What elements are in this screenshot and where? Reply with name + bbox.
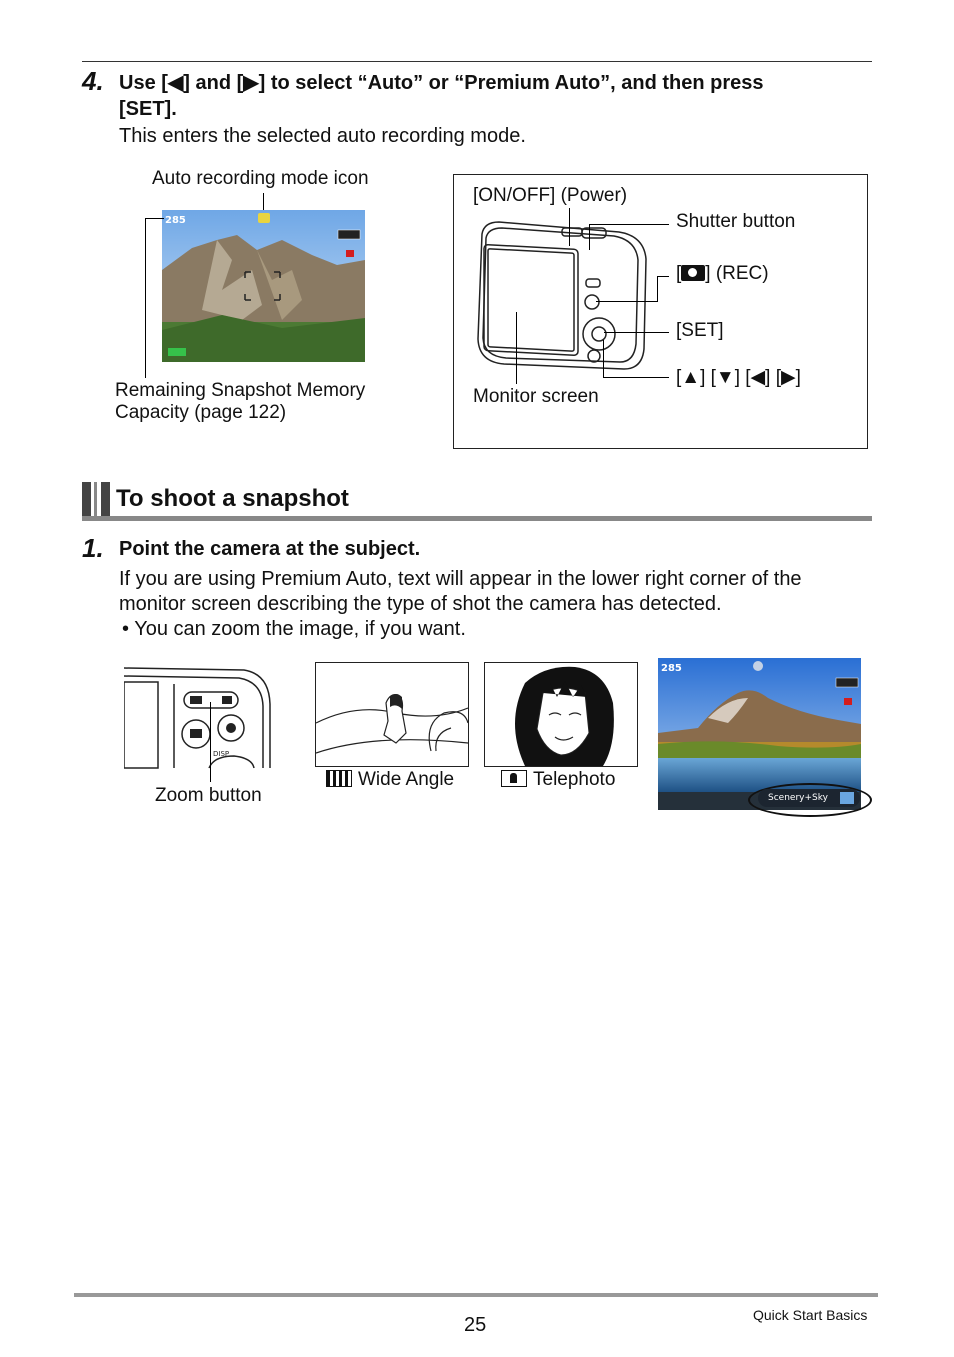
auto-mode-icon-label: Auto recording mode icon [152,168,369,189]
step-1-body [119,567,802,642]
section-header-bar-1 [82,482,91,518]
callout-monitor-v [516,312,517,384]
footer-section: Quick Start Basics [753,1307,868,1323]
top-rule [82,61,872,62]
wide-angle-image [315,662,469,767]
set-label: [SET] [676,320,724,341]
telephoto-image [484,662,638,767]
step-1-bullet: • You can zoom the image, if you want. [122,618,466,640]
section-header-bar-3 [101,482,110,518]
shutter-label: Shutter button [676,211,796,232]
step-4-heading-line1: Use [◀] and [▶] to select “Auto” or “Premium Auto”, and then press [119,72,764,94]
step-1-heading: Point the camera at the subject. [119,538,421,560]
mountain-screen-image [162,210,365,362]
section-title: To shoot a snapshot [116,485,349,512]
svg-text:285: 285 [165,215,186,226]
callout-shutter-h [589,224,669,225]
callout-arrows-v [603,340,604,378]
capacity-label-line1: Remaining Snapshot Memory [115,380,366,401]
step-1-body-line2: monitor screen describing the type of shot the camera has detected. [119,593,722,615]
rec-bracket-open: [ [676,263,682,284]
step-4-heading-line2: [SET]. [119,98,177,120]
callout-shutter-v [589,224,590,250]
arrow-keys-label: [▲] [▼] [◀] [▶] [676,367,801,388]
step-4-heading [119,70,764,121]
rec-bracket-close: ] (REC) [705,263,769,284]
callout-line-capacity-v [145,218,146,378]
svg-text:DISP: DISP [213,750,230,758]
wide-angle-text: Wide Angle [358,769,455,790]
callout-rec-h [657,276,669,277]
step-4-body: This enters the selected auto recording mode. [119,125,526,147]
camera-back-drawing [474,214,674,384]
camera-icon [681,265,705,281]
monitor-screen-label: Monitor screen [473,386,599,407]
capacity-label-line2: Capacity (page 122) [115,402,287,423]
section-header-bar-2 [94,482,97,518]
capacity-label [115,380,365,424]
telephoto-text: Telephoto [533,769,616,790]
wide-angle-icon [326,770,352,787]
scenery-count: 285 [661,663,682,674]
page-number: 25 [464,1314,487,1336]
footer-rule [74,1293,878,1297]
step-4-number: 4. [82,66,104,96]
zoom-button-drawing [124,664,274,770]
telephoto-label [501,769,615,791]
scenery-icon [840,792,854,804]
callout-set-h [604,332,669,333]
scene-badge-inner [758,789,860,807]
rec-label [676,263,769,285]
wide-angle-label [326,769,454,791]
section-rule [82,516,872,521]
on-off-label: [ON/OFF] (Power) [473,185,628,206]
callout-line-capacity-h [145,218,164,219]
callout-rec-v [657,276,658,302]
callout-rec-h2 [596,301,658,302]
callout-zoom-v [210,702,211,782]
step-1-body-line1: If you are using Premium Auto, text will appear in the lower right corner of the [119,568,802,590]
callout-arrows-h [603,377,669,378]
step-1-number: 1. [82,533,104,563]
zoom-button-label: Zoom button [155,785,262,806]
telephoto-icon [501,770,527,787]
scene-label-text: Scenery+Sky [768,793,828,803]
callout-power-v [569,208,570,246]
